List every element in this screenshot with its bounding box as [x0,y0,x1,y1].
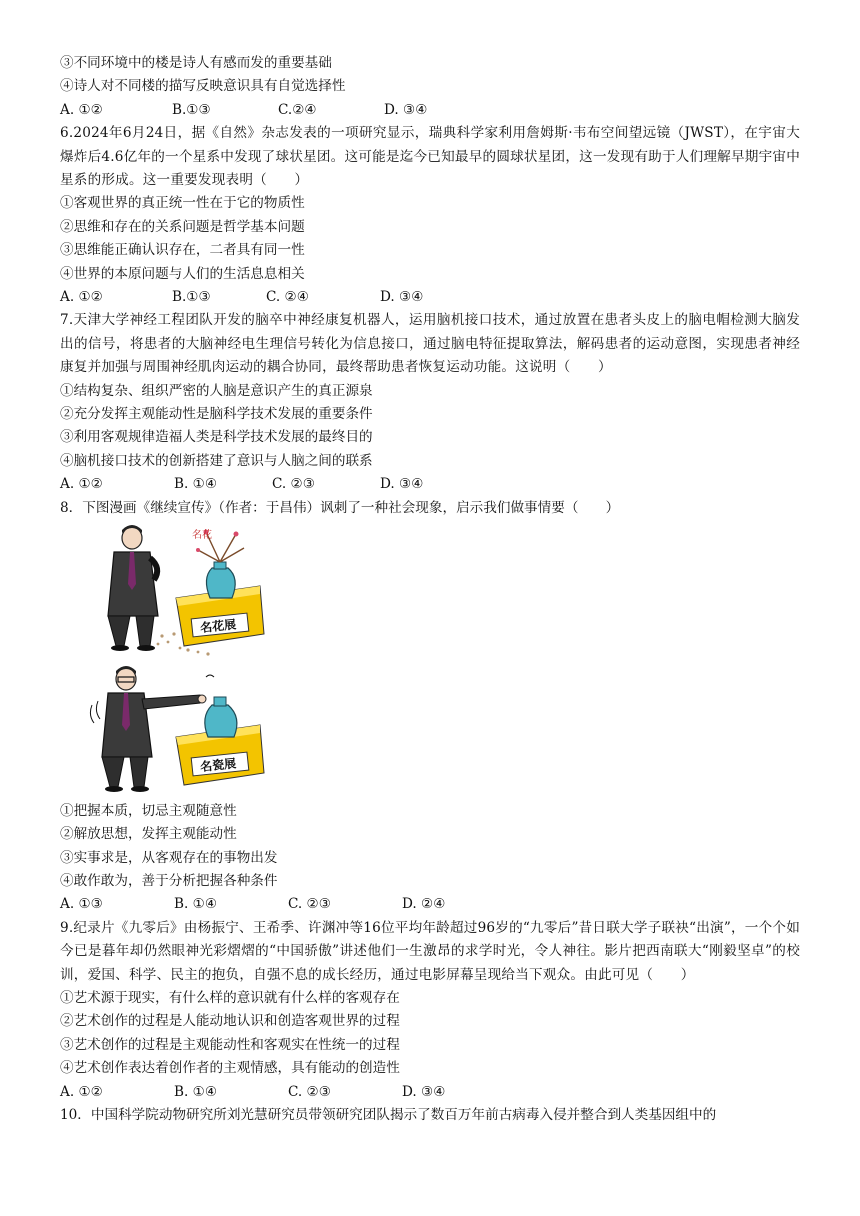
q8-option-c: C. ②③ [288,896,331,913]
q9-item-3: ③艺术创作的过程是主观能动性和客观实在性统一的过程 [60,1036,400,1053]
q8-option-a: A. ①③ [60,896,103,913]
q6-option-d: D. ③④ [380,288,424,305]
q9-option-b: B. ①④ [174,1083,218,1100]
q8-item-2: ②解放思想，发挥主观能动性 [60,826,237,843]
q5-item-3: ③不同环境中的楼是诗人有感而发的重要基础 [60,55,332,71]
q9-option-c: C. ②③ [288,1083,331,1100]
cartoon-flower-illustration [88,524,268,659]
q9-stem: 9.纪录片《九零后》由杨振宁、王希季、许渊冲等16位平均年龄超过96岁的“九零后”昔日联大学子联袂“出演”，一个个如今已是暮年却仍然眼神光彩熠熠的“中国骄傲”讲述他们一生激昂的求学时光，令人神往。影片把西南联大“刚毅坚卓”的校训，爱国、科学、民主的抱负，自强不息的成长经历，通过电影屏幕呈现给当下观众。由此可见（ ） [60,919,800,983]
q8-option-b: B. ①④ [174,896,218,913]
q5-options [60,99,800,122]
q6-item-1: ①客观世界的真正统一性在于它的物质性 [60,195,305,212]
q5-option-c: C.②④ [278,101,317,118]
q7-stem: 7.天津大学神经工程团队开发的脑卒中神经康复机器人，运用脑机接口技术，通过放置在患者头皮上的脑电帽检测大脑发出的信号，将患者的大脑神经电生理信号转化为信息接口，通过脑电特征提取算法，解码患者的运动意图，实现患者神经康复并加强与周围神经肌肉运动的耦合协同，最终帮助患者恢复运动功能。这说明（ ） [60,312,800,376]
q6-stem: 6.2024年6月24日，据《自然》杂志发表的一项研究显示，瑞典科学家利用詹姆斯·韦布空间望远镜（JWST），在宇宙大爆炸后4.6亿年的一个星系中发现了球状星团。这可能是迄今已知最早的圆球状星团，这一发现有助于人们理解早期宇宙中星系的形成。这一重要发现表明（ ） [60,125,800,188]
q6-item-3: ③思维能正确认识存在，二者具有同一性 [60,242,305,259]
q6-item-2: ②思维和存在的关系问题是哲学基本问题 [60,218,305,235]
cartoon-porcelain-illustration [88,665,268,795]
cartoon1-flower-label: 名花 [192,529,212,541]
q5-option-d: D. ③④ [384,101,428,118]
q9-option-a: A. ①② [60,1083,103,1100]
q8-option-d: D. ②④ [402,896,446,913]
q9-item-2: ②艺术创作的过程是人能动地认识和创造客观世界的过程 [60,1013,400,1030]
q7-option-a: A. ①② [60,476,103,493]
q8-item-3: ③实事求是，从客观存在的事物出发 [60,849,278,866]
q7-item-3: ③利用客观规律造福人类是科学技术发展的最终目的 [60,429,373,446]
cartoon1-sign-text: 名花展 [199,617,237,635]
q9-item-1: ①艺术源于现实，有什么样的意识就有什么样的客观存在 [60,990,400,1007]
q6-option-b: B.①③ [172,288,211,305]
q9-options [60,1081,800,1104]
q7-option-b: B. ①④ [174,476,218,493]
exam-page [60,52,800,1127]
q7-option-c: C. ②③ [272,476,315,493]
q9-item-4: ④艺术创作表达着创作者的主观情感，具有能动的创造性 [60,1060,400,1077]
q6-option-a: A. ①② [60,288,103,305]
q7-item-4: ④脑机接口技术的创新搭建了意识与人脑之间的联系 [60,452,373,469]
q8-options [60,893,800,916]
q8-stem: 8．下图漫画《继续宣传》（作者：于昌伟）讽刺了一种社会现象，启示我们做事情要（ ） [60,499,620,516]
q8-item-4: ④敢作敢为，善于分析把握各种条件 [60,873,278,890]
q7-options [60,473,800,496]
cartoon-porcelain-exhibition [88,665,268,800]
q10-stem: 10．中国科学院动物研究所刘光慧研究员带领研究团队揭示了数百万年前古病毒入侵并整合到人类基因组中的 [60,1107,717,1124]
cartoon2-sign-text: 名瓷展 [199,756,237,774]
q7-item-2: ②充分发挥主观能动性是脑科学技术发展的重要条件 [60,405,373,422]
q7-option-d: D. ③④ [380,476,424,493]
q5-item-4: ④诗人对不同楼的描写反映意识具有自觉选择性 [60,78,346,95]
q8-item-1: ①把握本质，切忌主观随意性 [60,802,237,819]
q6-option-c: C. ②④ [266,288,309,305]
cartoon-flower-exhibition [88,524,268,659]
q9-option-d: D. ③④ [402,1083,446,1100]
q7-item-1: ①结构复杂、组织严密的人脑是意识产生的真正源泉 [60,382,373,399]
q5-option-b: B.①③ [172,101,211,118]
q6-options [60,286,800,309]
q5-option-a: A. ①② [60,101,103,118]
q6-item-4: ④世界的本原问题与人们的生活息息相关 [60,265,305,282]
